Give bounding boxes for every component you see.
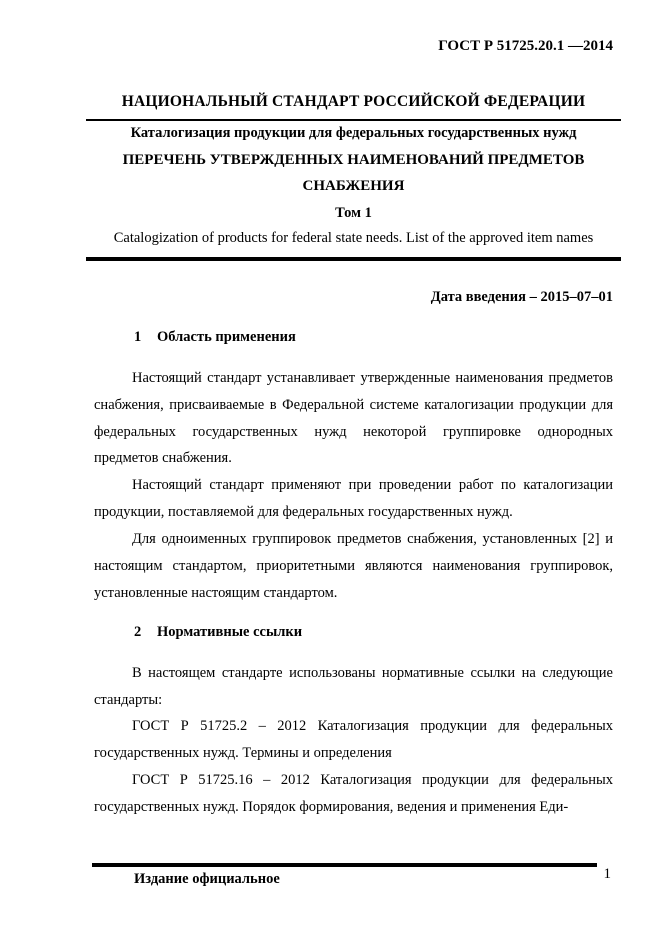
section-number: 1	[134, 329, 142, 345]
reference-item: ГОСТ Р 51725.2 – 2012 Каталогизация продукции для федеральных государственных нужд. Термины и определения	[94, 718, 613, 761]
section-title: Область применения	[157, 329, 296, 345]
reference-item: ГОСТ Р 51725.16 – 2012 Каталогизация продукции для федеральных государственных нужд. Порядок формирования, ведения и применения Еди-	[94, 772, 613, 815]
standard-title-line1: ПЕРЕЧЕНЬ УТВЕРЖДЕННЫХ НАИМЕНОВАНИЙ ПРЕДМЕТОВ	[122, 152, 585, 168]
introduction-date: Дата введения – 2015–07–01	[430, 289, 613, 305]
paragraph: Для одноименных группировок предметов снабжения, установленных [2] и настоящим стандартом, приоритетными являются наименования группировок, установленные настоящим стандартом.	[94, 531, 613, 601]
english-title: Catalogization of products for federal state needs. List of the approved item names	[113, 230, 594, 246]
standard-title-line2: СНАБЖЕНИЯ	[302, 178, 405, 194]
header-divider-thick	[86, 257, 621, 261]
page-number: 1	[603, 866, 611, 882]
national-standard-heading: НАЦИОНАЛЬНЫЙ СТАНДАРТ РОССИЙСКОЙ ФЕДЕРАЦИИ	[121, 93, 586, 110]
section-title: Нормативные ссылки	[157, 624, 303, 640]
official-edition-label: Издание официальное	[134, 871, 280, 887]
paragraph: Настоящий стандарт устанавливает утвержденные наименования предметов снабжения, присваиваемые в Федеральной системе каталогизации продукции для федеральных государственных нужд некоторой группировке однородных предметов снабжения.	[94, 370, 613, 467]
document-id: ГОСТ Р 51725.20.1 —2014	[438, 38, 613, 54]
header-divider-thin	[86, 119, 621, 121]
footer-divider	[92, 863, 597, 867]
section-heading-scope	[134, 329, 296, 346]
volume-label: Том 1	[335, 205, 372, 221]
paragraph: В настоящем стандарте использованы нормативные ссылки на следующие стандарты:	[94, 665, 613, 708]
section-heading-normative-references	[134, 624, 302, 641]
section-number: 2	[134, 624, 142, 640]
standard-subtitle: Каталогизация продукции для федеральных государственных нужд	[130, 125, 577, 141]
paragraph: Настоящий стандарт применяют при проведении работ по каталогизации продукции, поставляемой для федеральных государственных нужд.	[94, 477, 613, 520]
